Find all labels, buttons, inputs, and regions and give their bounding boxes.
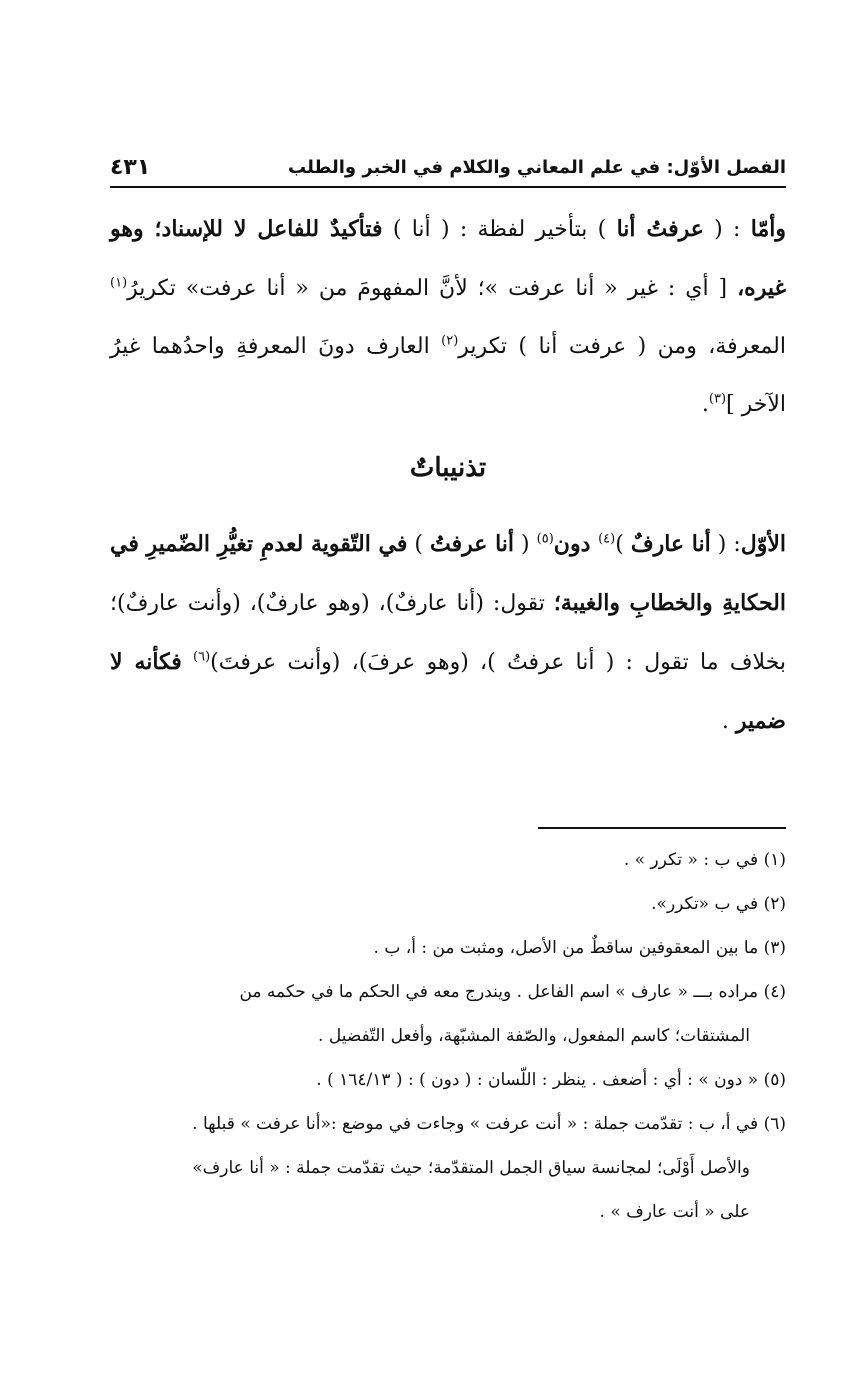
footnote-6-continuation: والأصل أَوْلَى؛ لمجانسة سياق الجمل المتقدّمة؛ حيث تقدّمت جملة : « أنا عارف» <box>192 1158 750 1178</box>
footnote-5: (٥) « دون » : أي : أضعف . ينظر : اللّسان : ( دون ) : ( ١٦٤/١٣ ) . <box>316 1070 786 1090</box>
text: ) <box>407 532 431 557</box>
text-bold: فكأنه لا ضمير <box>110 649 786 734</box>
text-bold: أنا عارفٌ <box>630 531 711 557</box>
text: المعرفة، ومن ( عرفت أنا ) تكرير <box>458 334 786 359</box>
text-bold: في التّقوية لعدمِ تغيُّرِ الضّميرِ في الحكايةِ والخطابِ والغيبة؛ <box>110 531 786 616</box>
paragraph-1 <box>110 200 786 434</box>
footnote-separator <box>538 827 786 829</box>
footnote-6-continuation-2: على « أنت عارف » . <box>599 1202 750 1222</box>
paragraph-2 <box>110 515 786 751</box>
footnote-4: (٤) مراده بـــ « عارف » اسم الفاعل . ويندرج معه في الحكم ما في حكمه من <box>239 982 786 1002</box>
footnote-ref-3[interactable]: (٣) <box>708 391 727 407</box>
text: العارف دونَ المعرفةِ واحدُهما غيرُ الآخر ] <box>110 334 786 417</box>
footnote-1: (١) في ب : « تكرر » . <box>623 850 786 870</box>
footnote-6: (٦) في أ، ب : تقدّمت جملة : « أنت عرفت » وجاءت في موضع :«أنا عرفت » قبلها . <box>192 1114 786 1134</box>
footnote-4-continuation: المشتقات؛ كاسم المفعول، والصّفة المشبّهة، وأفعل التّفضيل . <box>318 1026 750 1046</box>
text-bold: فتأكيدٌ للفاعل لا للإسناد؛ وهو غيره، <box>110 216 786 301</box>
text-bold: وأمّا <box>750 216 786 242</box>
text: . <box>721 709 736 734</box>
text-bold: دون <box>553 531 599 557</box>
footnote-ref-4[interactable]: (٤) <box>598 531 616 547</box>
page-number: ٤٣١ <box>110 154 151 180</box>
text: ) بتأخير لفظة : ( أنا ) <box>382 217 617 242</box>
footnote-ref-1[interactable]: (١) <box>110 275 128 291</box>
footnote-2: (٢) في ب «تكرر». <box>651 894 786 914</box>
text: . <box>701 392 709 417</box>
footnote-ref-5[interactable]: (٥) <box>536 531 554 547</box>
footnote-ref-2[interactable]: (٢) <box>441 333 459 349</box>
text: : ( <box>703 217 751 242</box>
text: ( <box>514 532 537 557</box>
text <box>182 650 193 675</box>
text-bold: الأوّل <box>740 531 787 557</box>
footnote-ref-6[interactable]: (٦) <box>193 649 211 665</box>
text: تقول: (أنا عارفٌ)، (وهو عارفٌ)، (وأنت عارفٌ)؛ بخلاف ما تقول : ( أنا عرفتُ )، (وهو عرفَ)، (وأنت عرفتَ) <box>110 591 787 675</box>
text: ) <box>615 532 631 557</box>
text: [ أي : غير « أنا عرفت »؛ لأنَّ المفهومَ من « أنا عرفت» تكريرُ <box>127 276 738 301</box>
footnotes <box>110 838 786 1234</box>
text-bold: أنا عرفتُ <box>430 531 515 557</box>
text-bold: عرفتُ أنا <box>616 216 704 242</box>
text: : ( <box>710 532 741 557</box>
footnote-3: (٣) ما بين المعقوفين ساقطٌ من الأصل، ومثبت من : أ، ب . <box>373 938 786 958</box>
header-rule <box>110 186 786 188</box>
running-header <box>110 150 786 184</box>
chapter-title: الفصل الأوّل: في علم المعاني والكلام في الخبر والطلب <box>288 156 786 178</box>
section-heading: تذنيباتٌ <box>409 453 487 483</box>
